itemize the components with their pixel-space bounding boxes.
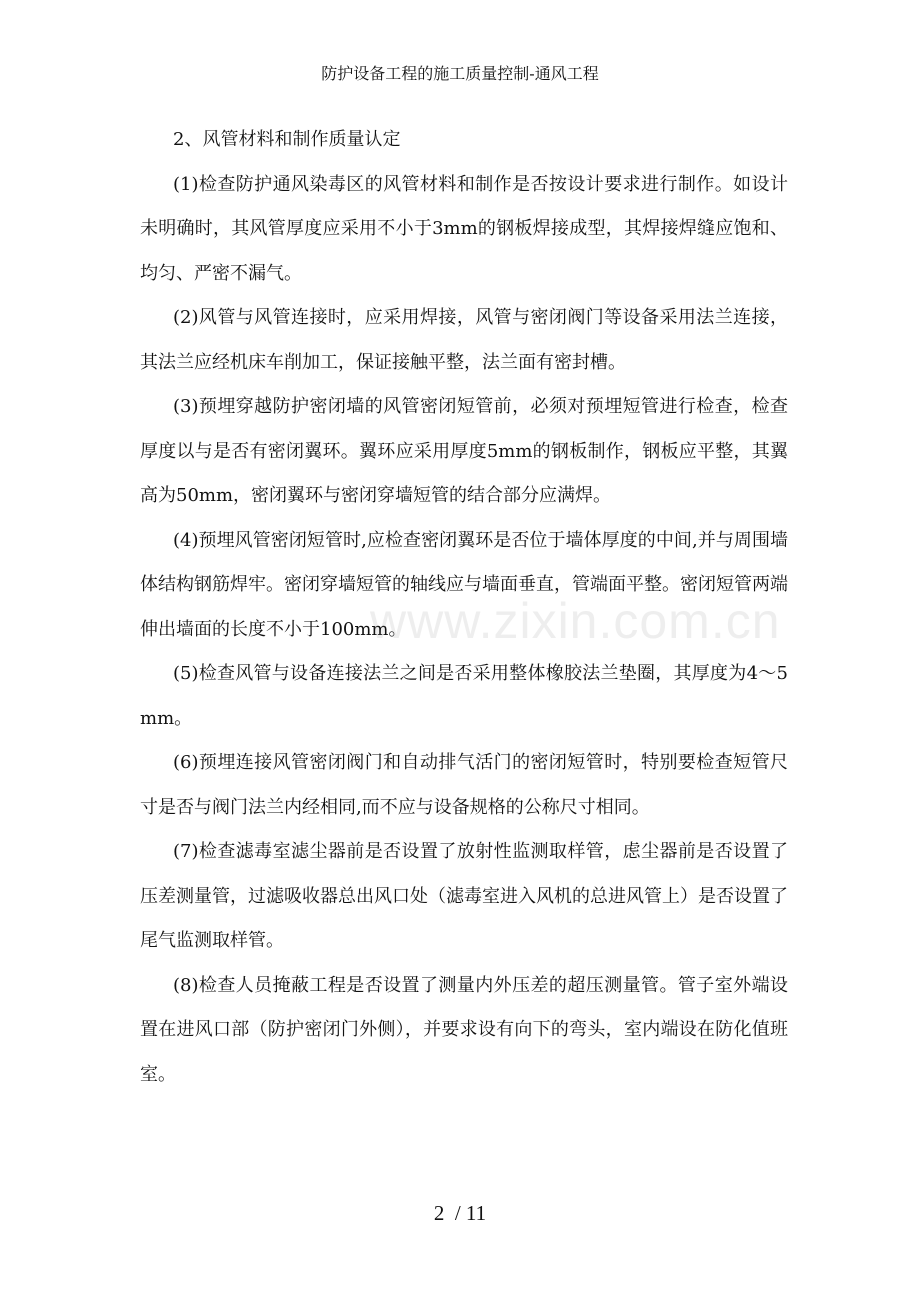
paragraph-6: (6)预埋连接风管密闭阀门和自动排气活门的密闭短管时，特别要检查短管尺寸是否与阀门法兰内经相同,而不应与设备规格的公称尺寸相同。 xyxy=(140,752,788,818)
section-heading: 2、风管材料和制作质量认定 xyxy=(173,129,401,150)
paragraph-2: (2)风管与风管连接时，应采用焊接，风管与密闭阀门等设备采用法兰连接，其法兰应经机床车削加工，保证接触平整，法兰面有密封槽。 xyxy=(140,307,788,373)
document-body xyxy=(140,118,788,1097)
paragraph-5: (5)检查风管与设备连接法兰之间是否采用整体橡胶法兰垫圈，其厚度为4～5mm。 xyxy=(140,663,788,729)
running-header: 防护设备工程的施工质量控制-通风工程 xyxy=(321,64,599,83)
page-number: 2 / 11 xyxy=(433,1201,487,1225)
paragraph-8: (8)检查人员掩蔽工程是否设置了测量内外压差的超压测量管。管子室外端设置在进风口部（防护密闭门外侧），并要求设有向下的弯头，室内端设在防化值班室。 xyxy=(140,974,788,1085)
paragraph-4: (4)预埋风管密闭短管时,应检查密闭翼环是否位于墙体厚度的中间,并与周围墙体结构钢筋焊牢。密闭穿墙短管的轴线应与墙面垂直，管端面平整。密闭短管两端伸出墙面的长度不小于100mm。 xyxy=(140,529,788,640)
paragraph-7: (7)检查滤毒室滤尘器前是否设置了放射性监测取样管，虑尘器前是否设置了压差测量管，过滤吸收器总出风口处（滤毒室进入风机的总进风管上）是否设置了尾气监测取样管。 xyxy=(140,841,788,951)
watermark: www.zixin.com.cn xyxy=(370,593,781,649)
paragraph-3: (3)预埋穿越防护密闭墙的风管密闭短管前，必须对预埋短管进行检查，检查厚度以与是否有密闭翼环。翼环应采用厚度5mm的钢板制作，钢板应平整，其翼高为50mm，密闭翼环与密闭穿墙短管的结合部分应满焊。 xyxy=(140,396,788,506)
paragraph-1: (1)检查防护通风染毒区的风管材料和制作是否按设计要求进行制作。如设计未明确时，其风管厚度应采用不小于3mm的钢板焊接成型，其焊接焊缝应饱和、均匀、严密不漏气。 xyxy=(140,173,788,284)
